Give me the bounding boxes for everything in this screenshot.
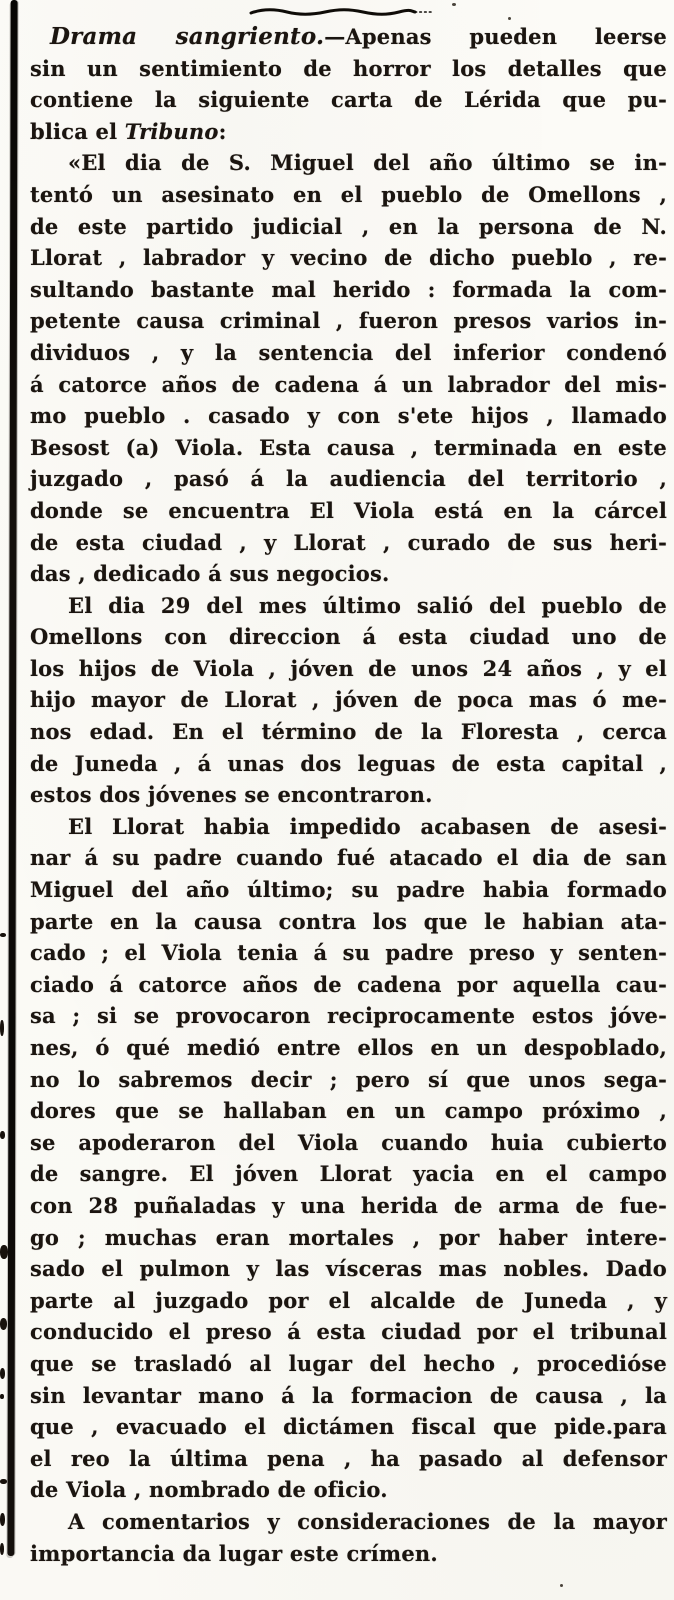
text-line: mo pueblo . casado y con s'ete hijos , llamado — [30, 403, 667, 429]
text-line: nos edad. En el término de la Floresta , cerca — [30, 719, 667, 745]
text-line: de este partido judicial , en la persona de N. — [30, 213, 667, 239]
text-line: go ; muchas eran mortales , por haber intere- — [30, 1224, 667, 1250]
text-line: de esta ciudad , y Llorat , curado de sus heri- — [30, 529, 667, 555]
text-segment: —Apenas pueden leerse — [324, 24, 667, 49]
paragraph — [30, 147, 667, 589]
edge-artifact — [0, 1245, 8, 1259]
paragraph — [30, 811, 667, 1506]
text-line: que se trasladó al lugar del hecho , procedióse — [30, 1350, 667, 1376]
text-line: á catorce años de cadena á un labrador del mis- — [30, 371, 667, 397]
paragraph — [30, 21, 667, 147]
ink-speck — [560, 1584, 563, 1587]
text-line: cado ; el Viola tenia á su padre preso y senten- — [30, 940, 667, 966]
text-line: los hijos de Viola , jóven de unos 24 años , y el — [30, 655, 667, 681]
text-line: juzgado , pasó á la audiencia del territorio , — [30, 466, 667, 492]
text-segment: blica el — [30, 118, 125, 144]
text-line: sin levantar mano á la formacion de causa , la — [30, 1382, 667, 1408]
edge-artifact — [0, 1131, 5, 1139]
text-line: ciado á catorce años de cadena por aquella cau- — [30, 971, 667, 997]
text-line: nes, ó qué medió entre ellos en un despoblado, — [30, 1035, 667, 1060]
text-line: hijo mayor de Llorat , jóven de poca mas ó me- — [30, 687, 667, 713]
text-segment: : — [218, 118, 227, 144]
edge-artifact — [0, 1318, 7, 1330]
text-line: sado el pulmon y las vísceras mas nobles. Dado — [30, 1256, 667, 1282]
text-line: parte en la causa contra los que le habian ata- — [30, 908, 667, 934]
text-line: El dia 29 del mes último salió del pueblo de — [68, 592, 667, 618]
edge-artifact — [0, 1513, 5, 1526]
text-line: con 28 puñaladas y una herida de arma de fue- — [30, 1192, 667, 1218]
ink-speck — [452, 3, 456, 6]
text-line: el reo la última pena , ha pasado al defensor — [30, 1445, 667, 1471]
text-line: contiene la siguiente carta de Lérida que pu- — [30, 87, 667, 113]
text-line: donde se encuentra El Viola está en la cárcel — [30, 497, 667, 523]
text-line: sin un sentimiento de horror los detalles que — [30, 55, 667, 81]
edge-artifact — [0, 1543, 4, 1555]
text-line: que , evacuado el dictámen fiscal que pide.para — [30, 1414, 667, 1440]
text-line: Besost (a) Viola. Esta causa , terminada en este — [30, 434, 667, 460]
column-separator-rule — [7, 0, 17, 1556]
article-title: Drama sangriento. — [50, 23, 325, 50]
text-line: no lo sabremos decir ; pero sí que unos sega- — [30, 1066, 667, 1092]
text-line: conducido el preso á esta ciudad por el tribunal — [30, 1319, 667, 1345]
text-line: El Llorat habia impedido acabasen de asesi- — [68, 813, 667, 839]
text-line: de sangre. El jóven Llorat yacia en el campo — [30, 1161, 667, 1187]
edge-artifact — [0, 1479, 7, 1484]
text-line: Omellons con direccion á esta ciudad uno de — [30, 624, 667, 650]
text-line: dores que se hallaban en un campo próximo , — [30, 1098, 667, 1124]
text-line: Llorat , labrador y vecino de dicho pueblo , re- — [30, 245, 667, 271]
text-line — [30, 116, 667, 148]
text-line: de Juneda , á unas dos leguas de esta capital , — [30, 750, 667, 776]
text-line: nar á su padre cuando fué atacado el dia de san — [30, 845, 667, 871]
ink-speck — [508, 17, 511, 20]
text-line: parte al juzgado por el alcalde de Juneda , y — [30, 1287, 667, 1313]
article-body — [30, 21, 667, 1569]
text-line: A comentarios y consideraciones de la mayor — [68, 1508, 667, 1534]
text-line: das , dedicado á sus negocios. — [30, 561, 390, 587]
paragraph — [30, 1506, 667, 1569]
edge-artifact — [0, 933, 6, 937]
publication-name: Tribuno — [124, 118, 219, 144]
text-line — [30, 21, 667, 53]
text-line: sa ; si se provocaron reciprocamente estos jóve- — [30, 1003, 667, 1029]
text-line: petente causa criminal , fueron presos varios in- — [30, 308, 667, 334]
text-line: sultando bastante mal herido : formada la com- — [30, 276, 667, 302]
text-line: se apoderaron del Viola cuando huia cubierto — [30, 1129, 667, 1155]
text-line: estos dos jóvenes se encontraron. — [30, 782, 433, 808]
text-line: tentó un asesinato en el pueblo de Omellons , — [30, 181, 667, 207]
text-line: dividuos , y la sentencia del inferior condenó — [30, 339, 667, 365]
edge-artifact — [0, 1394, 4, 1399]
edge-artifact — [0, 1020, 4, 1036]
text-line: Miguel del año último; su padre habia formado — [30, 877, 667, 903]
text-line: de Viola , nombrado de oficio. — [30, 1477, 388, 1503]
paragraph — [30, 590, 667, 811]
edge-artifact — [0, 1368, 5, 1379]
text-line: importancia da lugar este crímen. — [30, 1540, 438, 1566]
wavy-divider-rule — [249, 4, 434, 18]
text-line: «El dia de S. Miguel del año último se in- — [68, 150, 667, 176]
